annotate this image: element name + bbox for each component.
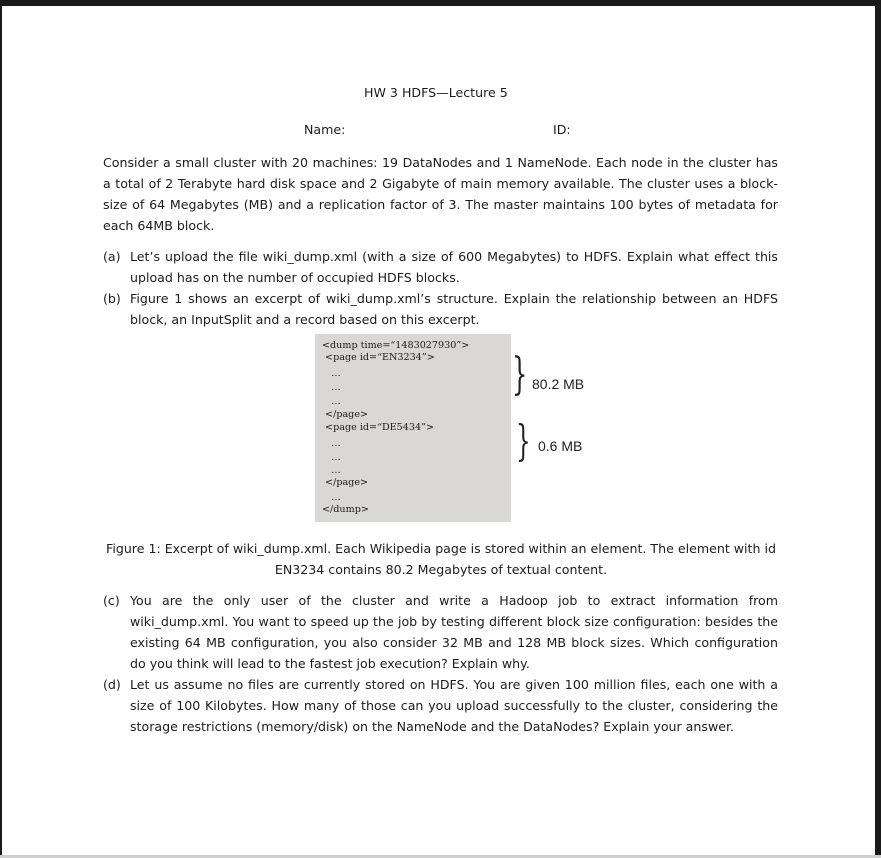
code-line: …	[322, 452, 341, 463]
document-page	[2, 6, 875, 855]
question-label: (a)	[103, 249, 121, 264]
code-line: <page id=“EN3234”>	[322, 352, 435, 363]
question-label: (c)	[103, 593, 120, 608]
id-label: ID:	[553, 122, 571, 137]
code-line: </page>	[322, 409, 369, 420]
question-label: (d)	[103, 677, 121, 692]
code-line: …	[322, 465, 341, 476]
name-label: Name:	[304, 122, 346, 137]
code-line: …	[322, 368, 341, 379]
page-title: HW 3 HDFS—Lecture 5	[364, 85, 508, 100]
code-line: …	[322, 396, 341, 407]
question-text: Figure 1 shows an excerpt of wiki_dump.xml’s structure. Explain the relationship between an HDFS block, an InputSplit and a record based on this excerpt.	[130, 291, 778, 327]
question-label: (b)	[103, 291, 121, 306]
code-line: <page id=“DE5434”>	[322, 422, 435, 433]
question-c	[103, 590, 778, 674]
code-line: …	[322, 438, 341, 449]
question-text: Let us assume no files are currently stored on HDFS. You are given 100 million files, each one with a size of 100 Kilobytes. How many of those can you upload successfully to the cluster, considering the storage restrictions (memory/disk) on the NameNode and the DataNodes? Explain your answer.	[130, 677, 778, 734]
question-text: You are the only user of the cluster and write a Hadoop job to extract information from wiki_dump.xml. You want to speed up the job by testing different block size configuration: besides the existing 64 MB configuration, you also consider 32 MB and 128 MB block sizes. Which configuration do you think will lead to the fastest job execution? Explain why.	[130, 593, 778, 671]
size-label-1: 80.2 MB	[532, 376, 585, 392]
question-a	[103, 246, 778, 288]
question-list-cd	[103, 590, 778, 737]
code-line: …	[322, 382, 341, 393]
question-b	[103, 288, 778, 330]
figure-caption: Figure 1: Excerpt of wiki_dump.xml. Each Wikipedia page is stored within an element. The element with id EN3234 contains 80.2 Megabytes of textual content.	[106, 541, 776, 577]
xml-excerpt-figure	[315, 334, 511, 522]
intro-paragraph: Consider a small cluster with 20 machines: 19 DataNodes and 1 NameNode. Each node in the cluster has a total of 2 Terabyte hard disk space and 2 Gigabyte of main memory available. The cluster uses a block-size of 64 Megabytes (MB) and a replication factor of 3. The master maintains 100 bytes of metadata for each 64MB block.	[103, 155, 778, 233]
question-d	[103, 674, 778, 737]
right-brace-icon: }	[516, 416, 531, 465]
question-list-ab	[103, 246, 778, 330]
code-line: …	[322, 492, 341, 503]
right-brace-icon: }	[512, 349, 528, 400]
code-line: </page>	[322, 477, 369, 488]
size-label-2: 0.6 MB	[538, 438, 583, 454]
question-text: Let’s upload the file wiki_dump.xml (with a size of 600 Megabytes) to HDFS. Explain what effect this upload has on the number of occupied HDFS blocks.	[130, 249, 778, 285]
code-line: </dump>	[322, 504, 369, 515]
code-line: <dump time=“1483027930”>	[322, 340, 470, 351]
